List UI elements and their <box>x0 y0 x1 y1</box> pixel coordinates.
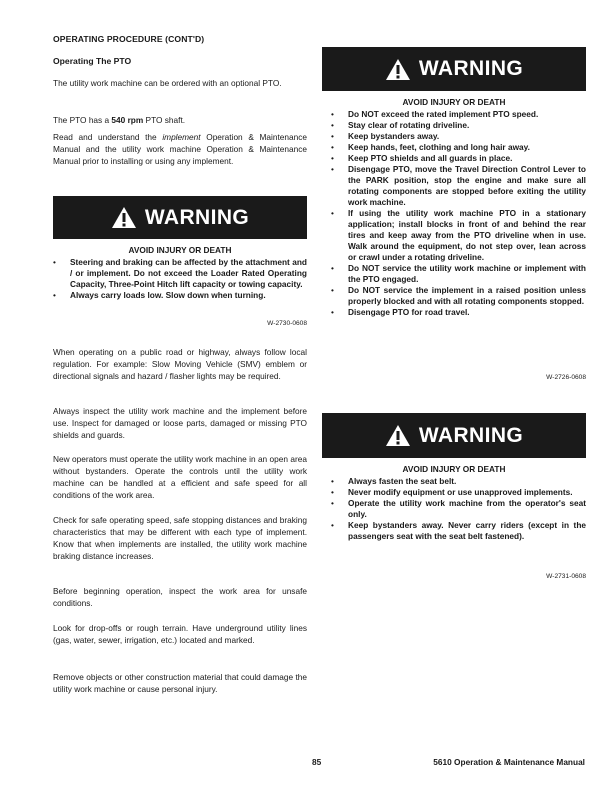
warning-banner-2 <box>322 47 586 91</box>
warning-1-list <box>53 257 307 301</box>
paragraph-remove-objects: Remove objects or other construction material that could damage the utility work machine or cause personal injury. <box>53 672 307 695</box>
warning-1-item: • Always carry loads low. Slow down when turning. <box>53 290 307 301</box>
warning-2-item: • Do NOT service the implement in a raised position unless properly blocked and with all rotating components stopped. <box>331 285 586 307</box>
section-title: OPERATING PROCEDURE (CONT'D) <box>53 34 205 44</box>
warning-2-item: • Disengage PTO for road travel. <box>331 307 586 318</box>
warning-3-heading: AVOID INJURY OR DEATH <box>402 464 506 474</box>
warning-1-code: W-2730-0608 <box>267 320 307 327</box>
paragraph-read-manual: Read and understand the implement Operation & Maintenance Manual and the utility work machine Operation & Maintenance Manual prior to installing or using any implement. <box>53 132 307 167</box>
warning-2-item: • Do NOT service the utility work machine or implement with the PTO engaged. <box>331 263 586 285</box>
paragraph-safe-speed: Check for safe operating speed, safe stopping distances and braking characteristics that may be different with each type of implement. Know that when implements are installed, the utility work machine braking distance increases. <box>53 515 307 562</box>
manual-title: 5610 Operation & Maintenance Manual <box>433 757 585 767</box>
warning-2-heading: AVOID INJURY OR DEATH <box>402 97 506 107</box>
warning-2-item: • Keep hands, feet, clothing and long hair away. <box>331 142 586 153</box>
page-number: 85 <box>312 757 322 767</box>
warning-2-code: W-2726-0608 <box>546 374 586 381</box>
warning-1-item: • Steering and braking can be affected by the attachment and / or implement. Do not exceed the Loader Rated Operating Capacity, Three-Point Hitch lift capacity or towing capacity. <box>53 257 307 290</box>
paragraph-inspect-area: Before beginning operation, inspect the work area for unsafe conditions. <box>53 586 307 609</box>
warning-2-item: • Keep PTO shields and all guards in place. <box>331 153 586 164</box>
warning-label-1: WARNING <box>144 205 250 229</box>
warning-label-2: WARNING <box>418 57 524 80</box>
warning-triangle-icon <box>385 424 411 447</box>
warning-3-list <box>331 476 586 542</box>
warning-3-item: • Always fasten the seat belt. <box>331 476 586 487</box>
warning-3-code: W-2731-0608 <box>546 573 586 580</box>
paragraph-public-road: When operating on a public road or highway, always follow local regulation. For example: Slow Moving Vehicle (SMV) emblem or directional signals and hazard / flasher lights may be required. <box>53 347 307 382</box>
paragraph-pto-shaft: The PTO has a 540 rpm PTO shaft. <box>53 115 186 125</box>
warning-banner-3 <box>322 413 586 458</box>
warning-2-item: • If using the utility work machine PTO in a stationary application; install blocks in front of and behind the rear tires and keep away from the PTO driveline when in use. Walk around the equipment, do not step over, lean across or crawl under a rotating driveline. <box>331 208 586 263</box>
warning-2-item: • Keep bystanders away. <box>331 131 586 142</box>
paragraph-drop-offs: Look for drop-offs or rough terrain. Have underground utility lines (gas, water, sewer, irrigation, etc.) located and marked. <box>53 623 307 646</box>
warning-2-item: • Do NOT exceed the rated implement PTO speed. <box>331 109 586 120</box>
warning-3-item: • Keep bystanders away. Never carry riders (except in the passengers seat with the seat belt fastened). <box>331 520 586 542</box>
paragraph-new-operators: New operators must operate the utility work machine in an open area without bystanders. Operate the controls until the utility work machine can be handled at a efficient and safe speed for all conditions of the work area. <box>53 454 307 501</box>
warning-1-heading: AVOID INJURY OR DEATH <box>128 245 232 255</box>
warning-banner-1 <box>53 196 307 239</box>
paragraph-pto-option: The utility work machine can be ordered with an optional PTO. <box>53 78 282 88</box>
warning-3-item: • Operate the utility work machine from the operator's seat only. <box>331 498 586 520</box>
warning-label-3: WARNING <box>418 423 524 447</box>
warning-triangle-icon <box>385 58 411 81</box>
warning-2-item: • Disengage PTO, move the Travel Direction Control Lever to the PARK position, stop the engine and make sure all rotating components are stopped before exiting the utility work machine. <box>331 164 586 208</box>
warning-2-list <box>331 109 586 318</box>
pto-rpm: 540 rpm <box>111 115 144 125</box>
warning-2-item: • Stay clear of rotating driveline. <box>331 120 586 131</box>
warning-triangle-icon <box>111 206 137 229</box>
implement-emphasis: implement <box>162 132 201 142</box>
subsection-title: Operating The PTO <box>53 56 132 66</box>
warning-3-item: • Never modify equipment or use unapproved implements. <box>331 487 586 498</box>
paragraph-inspect: Always inspect the utility work machine and the implement before use. Inspect for damaged or loose parts, damaged or missing PTO shields and guards. <box>53 406 307 441</box>
